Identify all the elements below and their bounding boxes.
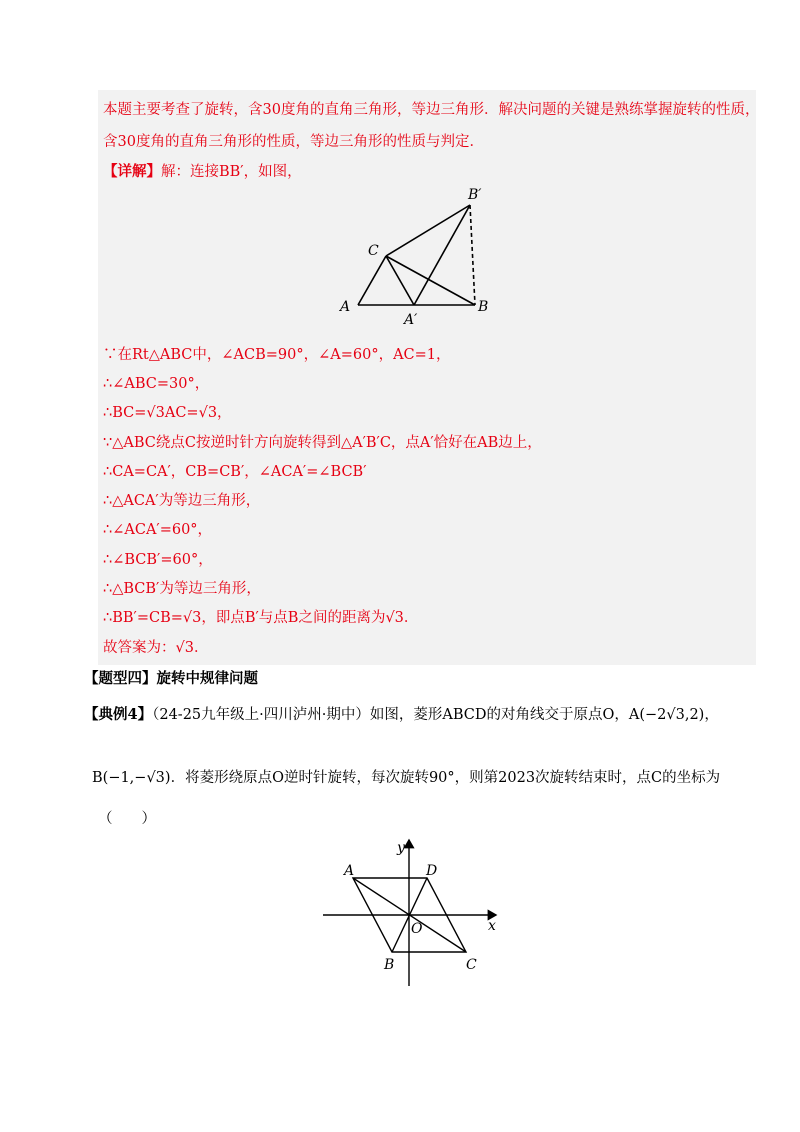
detail-text: 解：连接BB′，如图， (161, 164, 302, 180)
analysis-line-1: 本题主要考查了旋转，含30度角的直角三角形，等边三角形．解决问题的关键是熟练掌握旋转的性质， (103, 102, 760, 118)
detail-tag: 【详解】 (103, 163, 161, 180)
label-D: D (426, 863, 438, 879)
rhombus-figure (318, 836, 508, 996)
detail-line (103, 160, 302, 181)
label-A: A (340, 299, 351, 315)
analysis-line-2: 含30度角的直角三角形的性质，等边三角形的性质与判定． (103, 134, 484, 150)
example-line-1 (84, 703, 719, 724)
example-tag: 【典例4】 (84, 706, 153, 723)
step-5: ∴CA=CA′，CB=CB′，∠ACA′=∠BCB′ (103, 464, 367, 480)
label-B: B (384, 957, 395, 973)
segment-A-prime-B-prime (414, 205, 470, 305)
step-3: ∴BC=√3AC=√3， (103, 405, 232, 421)
segment-BB-prime-dashed (470, 205, 475, 305)
step-6: ∴△ACA′为等边三角形， (103, 493, 261, 509)
step-10: ∴BB′=CB=√3，即点B′与点B之间的距离为√3． (103, 610, 419, 626)
label-O: O (411, 921, 423, 937)
label-B: B (478, 299, 489, 315)
label-C: C (368, 243, 379, 259)
step-2: ∴∠ABC=30°， (103, 376, 210, 392)
final-answer: 故答案为：√3． (103, 640, 209, 656)
label-y: y (397, 840, 405, 856)
step-9: ∴△BCB′为等边三角形， (103, 581, 261, 597)
step-4: ∵△ABC绕点C按逆时针方向旋转得到△A′B′C，点A′恰好在AB边上， (103, 435, 542, 451)
answer-choice-brackets: （ ） (98, 811, 156, 827)
example-text-1: （24-25九年级上·四川泸州·期中）如图，菱形ABCD的对角线交于原点O，A(−2√3,2)， (152, 707, 719, 723)
example-line-2: B(−1,−√3)．将菱形绕原点O逆时针旋转，每次旋转90°，则第2023次旋转结束时，点C的坐标为 (92, 770, 721, 786)
segment-AC (358, 256, 386, 305)
step-8: ∴∠BCB′=60°， (103, 552, 213, 568)
label-A: A (344, 863, 355, 879)
label-B-prime: B′ (468, 187, 482, 203)
label-A-prime: A′ (404, 312, 418, 328)
rotation-figure (330, 185, 510, 330)
section-heading: 【题型四】旋转中规律问题 (84, 670, 258, 687)
label-x: x (488, 918, 496, 934)
label-C: C (466, 957, 477, 973)
segment-CB-prime (386, 205, 470, 256)
step-7: ∴∠ACA′=60°， (103, 522, 213, 538)
step-1: ∵在Rt△ABC中，∠ACB=90°，∠A=60°，AC=1， (103, 347, 451, 363)
